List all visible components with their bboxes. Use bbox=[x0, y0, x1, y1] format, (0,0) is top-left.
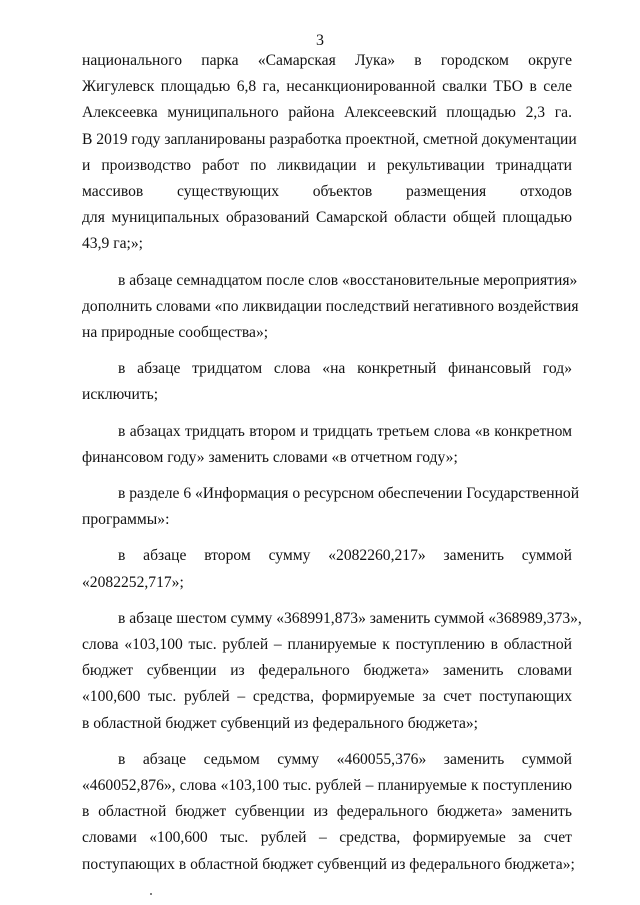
text-line: дополнить словами «по ликвидации последствий негативного воздействия bbox=[82, 297, 579, 315]
text-line: «2082252,717»; bbox=[82, 573, 184, 591]
text-line: в разделе 6 «Информация о ресурсном обеспечении Государственной bbox=[118, 485, 580, 503]
text-line: в абзацах тридцать втором и тридцать третьем слова «в конкретном bbox=[118, 422, 572, 440]
text-line: в абзаце шестом сумму «368991,873» заменить суммой «368989,373», bbox=[118, 609, 582, 627]
paragraph-abzac-6 bbox=[82, 606, 582, 737]
text-line: в абзаце тридцатом слова «на конкретный финансовый год» bbox=[118, 360, 572, 378]
paragraph-abzac-2 bbox=[82, 543, 572, 595]
text-line: «100,600 тыс. рублей – средства, формируемые за счет поступающих bbox=[82, 688, 572, 706]
text-line: «460052,876», слова «103,100 тыс. рублей – планируемые к поступлению bbox=[82, 777, 572, 795]
text-line: бюджет субвенции из федерального бюджета» заменить словами bbox=[82, 662, 572, 680]
text-line: для муниципальных образований Самарской области общей площадью bbox=[82, 209, 572, 227]
text-line: слова «103,100 тыс. рублей – планируемые к поступлению в областной bbox=[82, 636, 572, 654]
text-line: в абзаце втором сумму «2082260,217» заменить суммой bbox=[118, 547, 572, 565]
text-line: в областной бюджет субвенций из федерального бюджета»; bbox=[82, 714, 479, 732]
paragraph-abzac-32-33 bbox=[82, 419, 572, 471]
text-line: на природные сообщества»; bbox=[82, 324, 269, 342]
text-line: финансовом году» заменить словами «в отчетном году»; bbox=[82, 448, 458, 466]
text-line: Алексеевка муниципального района Алексеевский площадью 2,3 га. bbox=[82, 104, 572, 122]
text-line: словами «100,600 тыс. рублей – средства, формируемые за счет bbox=[82, 829, 572, 847]
text-line: национального парка «Самарская Лука» в городском округе bbox=[82, 52, 572, 69]
paragraph-section-6 bbox=[82, 481, 580, 533]
paragraph-abzac-30 bbox=[82, 356, 572, 408]
document-body bbox=[82, 48, 582, 888]
text-line: в абзаце семнадцатом после слов «восстановительные мероприятия» bbox=[118, 271, 578, 289]
text-line: исключить; bbox=[82, 386, 159, 404]
text-line: поступающих в областной бюджет субвенций из федерального бюджета»; bbox=[82, 855, 575, 873]
page-number: 3 bbox=[316, 32, 324, 49]
paragraph-continuation bbox=[82, 48, 577, 258]
paragraph-abzac-7 bbox=[82, 747, 575, 878]
scan-speck bbox=[150, 893, 152, 895]
text-line: 43,9 га;»; bbox=[82, 235, 143, 253]
text-line: программы»: bbox=[82, 511, 170, 529]
text-line: В 2019 году запланированы разработка проектной, сметной документации bbox=[82, 130, 577, 148]
text-line: массивов существующих объектов размещения отходов bbox=[82, 183, 572, 201]
text-line: Жигулевск площадью 6,8 га, несанкционированной свалки ТБО в селе bbox=[82, 78, 572, 96]
text-line: и производство работ по ликвидации и рекультивации тринадцати bbox=[82, 156, 572, 174]
paragraph-abzac-17 bbox=[82, 268, 579, 347]
text-line: в абзаце седьмом сумму «460055,376» заменить суммой bbox=[118, 750, 572, 768]
text-line: в областной бюджет субвенции из федерального бюджета» заменить bbox=[82, 803, 572, 821]
